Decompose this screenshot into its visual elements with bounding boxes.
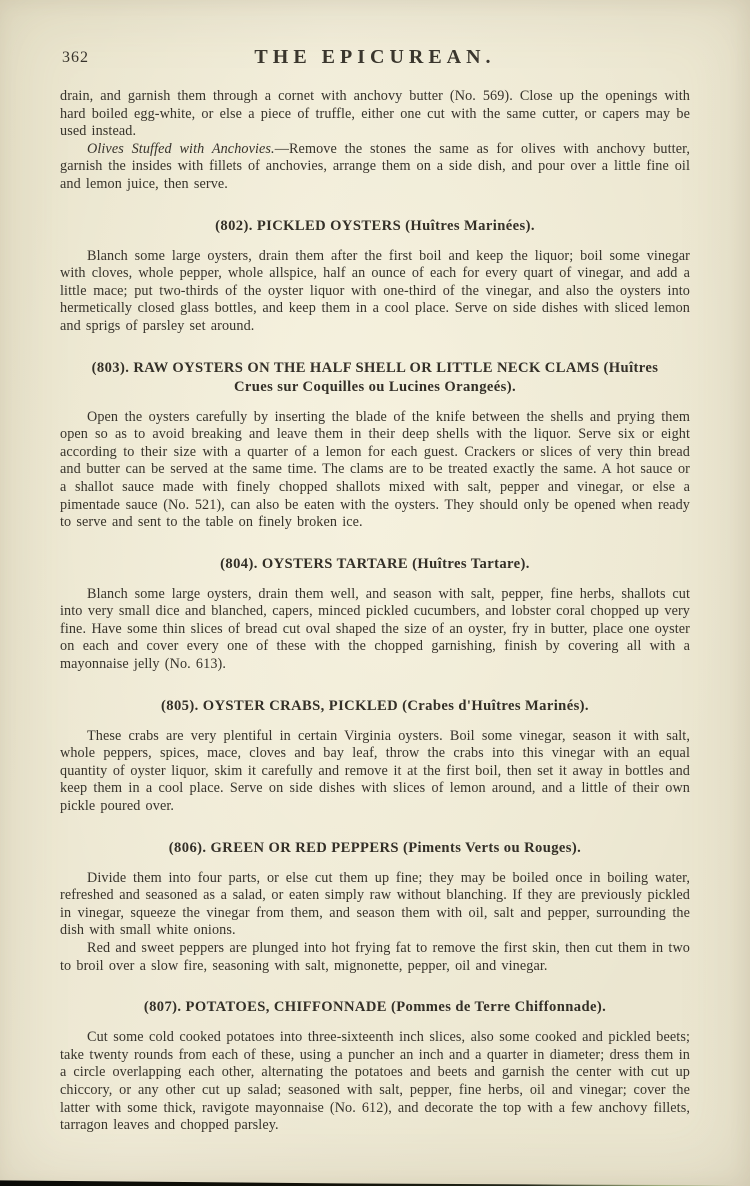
recipe-paragraph: Open the oysters carefully by inserting the blade of the knife between the shells and prying them open so as to avoid breaking and leave them in their deep shells with the liquor. Serve six or eight according to their size with a quarter of a lemon for each guest. Crackers or slices of very thin bread and butter can be served at the same time. The clams are to be treated exactly the same. A hot sauce or a shallot sauce made with finely chopped shallots mixed with salt, pepper and vinegar, or else a pimentade sauce (No. 521), can also be eaten with the oysters. They should only be opened when ready to serve and sent to the table on finely broken ice.: [60, 408, 690, 531]
page-title: THE EPICUREAN.: [254, 46, 496, 68]
olives-body-text: —Remove the stones the same as for olives with anchovy butter, garnish the insides with fillets of anchovies, arrange them on a side dish, and pour over a little fine oil and lemon juice, then serve.: [60, 140, 690, 192]
recipe-heading-804: (804). OYSTERS TARTARE (Huîtres Tartare).: [220, 555, 530, 572]
recipe-paragraph: Red and sweet peppers are plunged into hot frying fat to remove the first skin, then cut them in two to broil over a slow fire, seasoning with salt, mignonette, pepper, oil and vinegar.: [60, 940, 690, 974]
olives-paragraph: [60, 141, 690, 194]
recipe-paragraph: Cut some cold cooked potatoes into three-sixteenth inch slices, also some cooked and pickled beets; take twenty rounds from each of these, using a puncher an inch and a quarter in diameter; dress them in a circle overlapping each other, alternating the potatoes and beets and garnish the center with cut up chiccory, or any other cut up salad; seasoned with salt, pepper, fine herbs, oil and vinegar; cover the latter with some thick, ravigote mayonnaise (No. 612), and decorate the top with a few anchovy fillets, tarragon leaves and chopped parsley.: [60, 1029, 690, 1134]
scan-edge-artifact: [0, 1179, 750, 1186]
recipe-section-805: [60, 697, 690, 816]
recipe-heading-805: (805). OYSTER CRABS, PICKLED (Crabes d'Huîtres Marinés).: [161, 697, 589, 714]
olives-lead-in: Olives Stuffed with Anchovies.: [87, 140, 275, 157]
recipe-paragraph: These crabs are very plentiful in certain Virginia oysters. Boil some vinegar, season it with salt, whole peppers, spices, mace, cloves and bay leaf, throw the crabs into this vinegar with an equal quantity of oyster liquor, skim it carefully and remove it at the first boil, then set it away in bottles and keep them in a cool place. Serve on side dishes with slices of lemon around, and a little of their own pickle poured over.: [60, 727, 690, 815]
recipe-section-803: [60, 359, 690, 532]
recipe-paragraph: Divide them into four parts, or else cut them up fine; they may be boiled once in boiling water, refreshed and seasoned as a salad, or eaten simply raw without blanching. If they are previously pickled in vinegar, squeeze the vinegar from them, and season them with oil, salt and pepper, surrounding the dish with small white onions.: [60, 869, 690, 939]
continuation-paragraph: drain, and garnish them through a cornet with anchovy butter (No. 569). Close up the openings with hard boiled egg-white, or else a piece of truffle, either one cut with the same cutter, or capers may be used instead.: [60, 88, 690, 140]
recipe-section-804: [60, 555, 690, 674]
recipe-heading-802: (802). PICKLED OYSTERS (Huîtres Marinées).: [215, 217, 535, 234]
running-head: [60, 46, 690, 72]
recipe-section-806: [60, 839, 690, 976]
recipe-heading-803: (803). RAW OYSTERS ON THE HALF SHELL OR LITTLE NECK CLAMS (Huîtres Crues sur Coquilles ou Lucines Orangeés).: [91, 359, 659, 395]
page-content: [60, 46, 690, 1135]
recipe-heading-806: (806). GREEN OR RED PEPPERS (Piments Verts ou Rouges).: [168, 839, 582, 856]
recipe-heading-807: (807). POTATOES, CHIFFONNADE (Pommes de Terre Chiffonnade).: [143, 999, 607, 1016]
recipe-section-807: [60, 998, 690, 1135]
page-number: 362: [62, 49, 89, 66]
recipe-section-802: [60, 217, 690, 336]
recipe-paragraph: Blanch some large oysters, drain them well, and season with salt, pepper, fine herbs, shallots cut into very small dice and blanched, capers, minced pickled cucumbers, and lobster coral chopped up very fine. Have some thin slices of bread cut oval shaped the size of an oyster, fry in butter, place one oyster on each and cover every one of these with the chopped garnishing, finish by covering all with a mayonnaise jelly (No. 613).: [60, 585, 690, 673]
recipe-paragraph: Blanch some large oysters, drain them after the first boil and keep the liquor; boil some vinegar with cloves, whole pepper, whole allspice, half an ounce of each for every quart of vinegar, and add a little mace; put two-thirds of the oyster liquor with one-third of the vinegar, and also the oysters into hermetically closed glass bottles, and keep them in a cool place. Serve on side dishes with sliced lemon and sprigs of parsley set around.: [60, 247, 690, 334]
